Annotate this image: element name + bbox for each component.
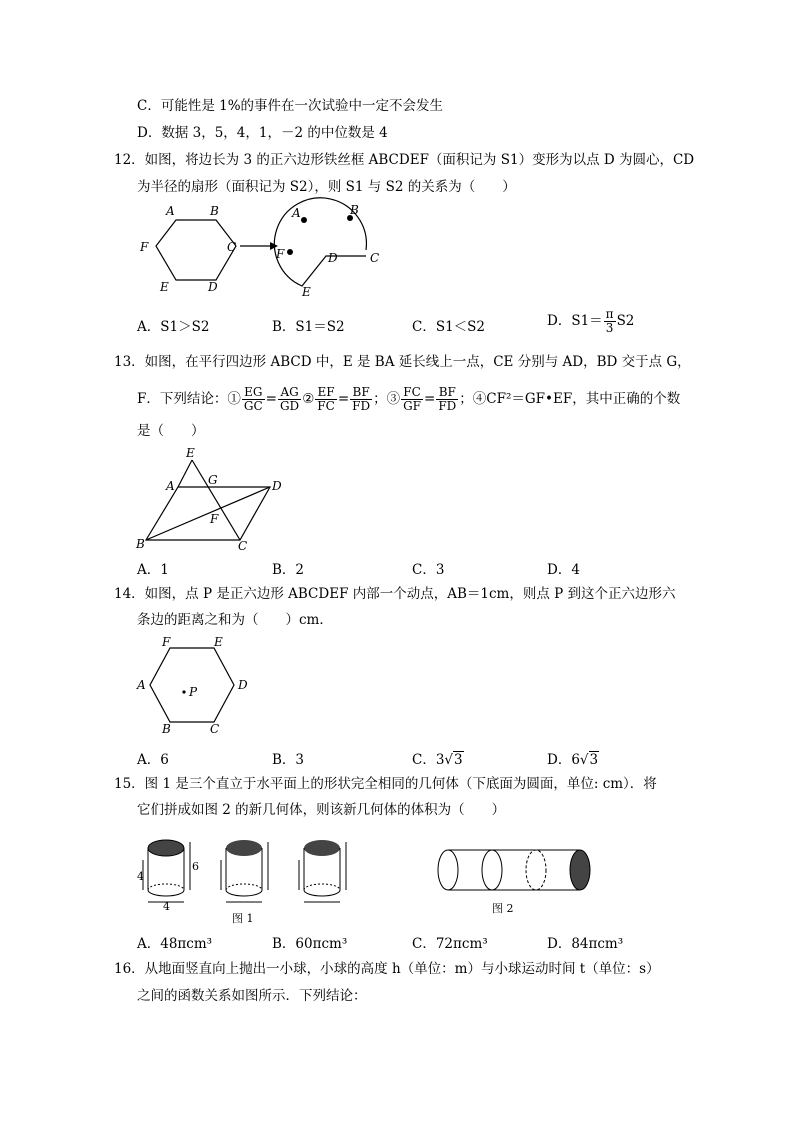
q14-option-c-radicand: 3 (454, 752, 463, 768)
q15-cylinder-3 (299, 840, 346, 902)
q12-option-b: B．S1＝S2 (272, 319, 345, 335)
q14-option-b: B．3 (272, 752, 305, 768)
q14-option-a: A．6 (137, 752, 169, 768)
q13-frac3-den: FC (317, 399, 335, 413)
q13-label-d: D (272, 479, 282, 493)
q14-label-b: B (162, 722, 171, 736)
q14-label-e: E (214, 635, 223, 649)
q13-text-line3: 是（ ） (137, 423, 205, 439)
q13-fraction-eg-gc (242, 386, 265, 413)
q12-text-line1: 12．如图，将边长为 3 的正六边形铁丝框 ABCDEF（面积记为 S1）变形为以点 D 为圆心，CD (114, 152, 695, 168)
q14-option-d-radicand: 3 (589, 752, 599, 768)
q13-text-line1: 13．如图，在平行四边形 ABCD 中，E 是 BA 延长线上一点，CE 分别与 AD，BD 交于点 G， (114, 354, 691, 370)
q12-hex-label-c: C (227, 240, 237, 254)
q12-option-c: C．S1＜S2 (412, 319, 486, 335)
q15-text-line2: 它们拼成如图 2 的新几何体，则该新几何体的体积为（ ） (137, 802, 506, 818)
q14-option-c-prefix: C．3 (412, 752, 445, 768)
q13-option-b: B．2 (272, 562, 305, 578)
q13-fraction-ef-fc (315, 386, 337, 413)
q13-label-a: A (166, 479, 175, 493)
q15-option-d: D．84πcm³ (547, 936, 624, 952)
q14-text-line1: 14．如图，点 P 是正六边形 ABCDEF 内部一个动点，AB＝1cm，则点 P 到这个正六边形六 (114, 586, 676, 602)
q15-figure-2 (430, 840, 610, 920)
q13-option-a: A．1 (137, 562, 169, 578)
q12-option-d-fraction (604, 308, 616, 335)
q13-frac1-den: GC (243, 399, 263, 413)
q12-option-d (547, 308, 634, 335)
q15-dim-height-4: 4 (137, 870, 144, 883)
q12-sector-label-e: E (302, 285, 311, 299)
q13-fraction-bf-fd-2 (436, 386, 458, 413)
q15-figure-1 (136, 830, 366, 930)
q13-option-c: C．3 (412, 562, 445, 578)
q13-option-d: D．4 (547, 562, 580, 578)
q12-sector-label-f: F (276, 247, 285, 261)
q14-label-f: F (162, 635, 171, 649)
q14-label-d: D (238, 678, 248, 692)
q12-hex-label-b: B (210, 204, 219, 218)
q13-label-b: B (136, 537, 145, 551)
q16-text-line2: 之间的函数关系如图所示．下列结论： (137, 988, 367, 1004)
q15-option-c: C．72πcm³ (412, 936, 488, 952)
q12-sector-label-b: B (350, 203, 359, 217)
q13-fraction-bf-fd (350, 386, 372, 413)
q13-label-e: E (186, 446, 195, 460)
q14-label-c: C (210, 722, 220, 736)
q13-frac3-num: EF (315, 386, 337, 400)
q13-frac5-den: GF (403, 399, 421, 413)
q13-line2-suffix: ；④CF²＝GF•EF，其中正确的个数 (459, 391, 681, 407)
q13-fraction-fc-gf (401, 386, 423, 413)
q15-fig2-caption: 图 2 (492, 902, 514, 915)
q12-hexagon-figure (130, 200, 390, 300)
q12-option-a: A．S1＞S2 (137, 319, 210, 335)
q12-option-d-num: π (605, 307, 614, 321)
q13-parallelogram-figure (136, 444, 296, 552)
q12-sector-label-c: C (370, 251, 380, 265)
q13-frac2-num: AG (278, 386, 301, 400)
q12-hex-label-e: E (160, 280, 169, 294)
q13-label-g: G (208, 473, 218, 487)
q13-line2-prefix: F．下列结论：① (137, 391, 241, 407)
q13-mark-2: ② (302, 391, 315, 407)
q15-option-b: B．60πcm³ (272, 936, 348, 952)
q14-hexagon-figure (134, 634, 264, 738)
q15-cylinder-2 (221, 840, 268, 902)
q15-dim-width-4: 4 (163, 900, 170, 913)
q13-label-c: C (238, 539, 248, 553)
q14-option-d: D．6√3 (547, 752, 599, 768)
q13-frac2-den: GD (279, 399, 300, 413)
q12-text-line2: 为半径的扇形（面积记为 S2），则 S1 与 S2 的关系为（ ） (137, 179, 516, 195)
q12-hex-label-f: F (140, 240, 149, 254)
q12-sector-label-a: A (292, 206, 301, 220)
q14-label-p: P (189, 685, 198, 699)
q15-dim-height-6: 6 (192, 860, 199, 873)
q11-option-d: D．数据 3，5，4，1，－2 的中位数是 4 (137, 125, 388, 141)
q13-label-f: F (210, 512, 219, 526)
q14-option-d-prefix: D．6 (547, 752, 580, 768)
q16-text-line1: 16．从地面竖直向上抛出一小球，小球的高度 h（单位：m）与小球运动时间 t（单位：s） (114, 961, 660, 977)
q12-option-d-den: 3 (605, 321, 614, 335)
q11-option-c: C．可能性是 1%的事件在一次试验中一定不会发生 (137, 98, 444, 114)
q14-option-c: C．3√3 (412, 752, 463, 768)
q13-frac6-den: FD (438, 399, 457, 413)
q13-frac1-num: EG (242, 386, 265, 400)
q12-option-d-suffix: S2 (616, 313, 635, 329)
q12-sector-label-d: D (328, 251, 338, 265)
q15-fig1-caption: 图 1 (232, 912, 254, 925)
q13-frac4-num: BF (350, 386, 372, 400)
q12-hex-label-d: D (208, 280, 218, 294)
q13-mark-3: ；③ (373, 391, 401, 407)
q13-frac6-num: BF (436, 386, 458, 400)
q12-hex-label-a: A (166, 204, 175, 218)
q15-text-line1: 15．图 1 是三个直立于水平面上的形状完全相同的几何体（下底面为圆面，单位: cm）．将 (114, 776, 657, 792)
q13-frac5-num: FC (401, 386, 423, 400)
q12-option-d-prefix: D．S1＝ (547, 313, 603, 329)
q14-text-line2: 条边的距离之和为（ ）cm． (137, 612, 333, 628)
q13-text-line2: F．下列结论：① $\frac{EG}{GC}$ = $\frac{AG}{GD}$ ② $\frac{EF}{FC}$ = $\frac{BF}{FD}$ ；③ $\frac{FC}{GF}$ = $\frac{BF}{FD}$ ；④CF²＝GF•EF，其中正确的个数 (137, 385, 681, 413)
q15-cylinder-1 (143, 840, 190, 902)
q13-frac4-den: FD (352, 399, 371, 413)
q13-fraction-ag-gd (278, 386, 301, 413)
q15-option-a: A．48πcm³ (137, 936, 213, 952)
q14-label-a: A (137, 678, 146, 692)
